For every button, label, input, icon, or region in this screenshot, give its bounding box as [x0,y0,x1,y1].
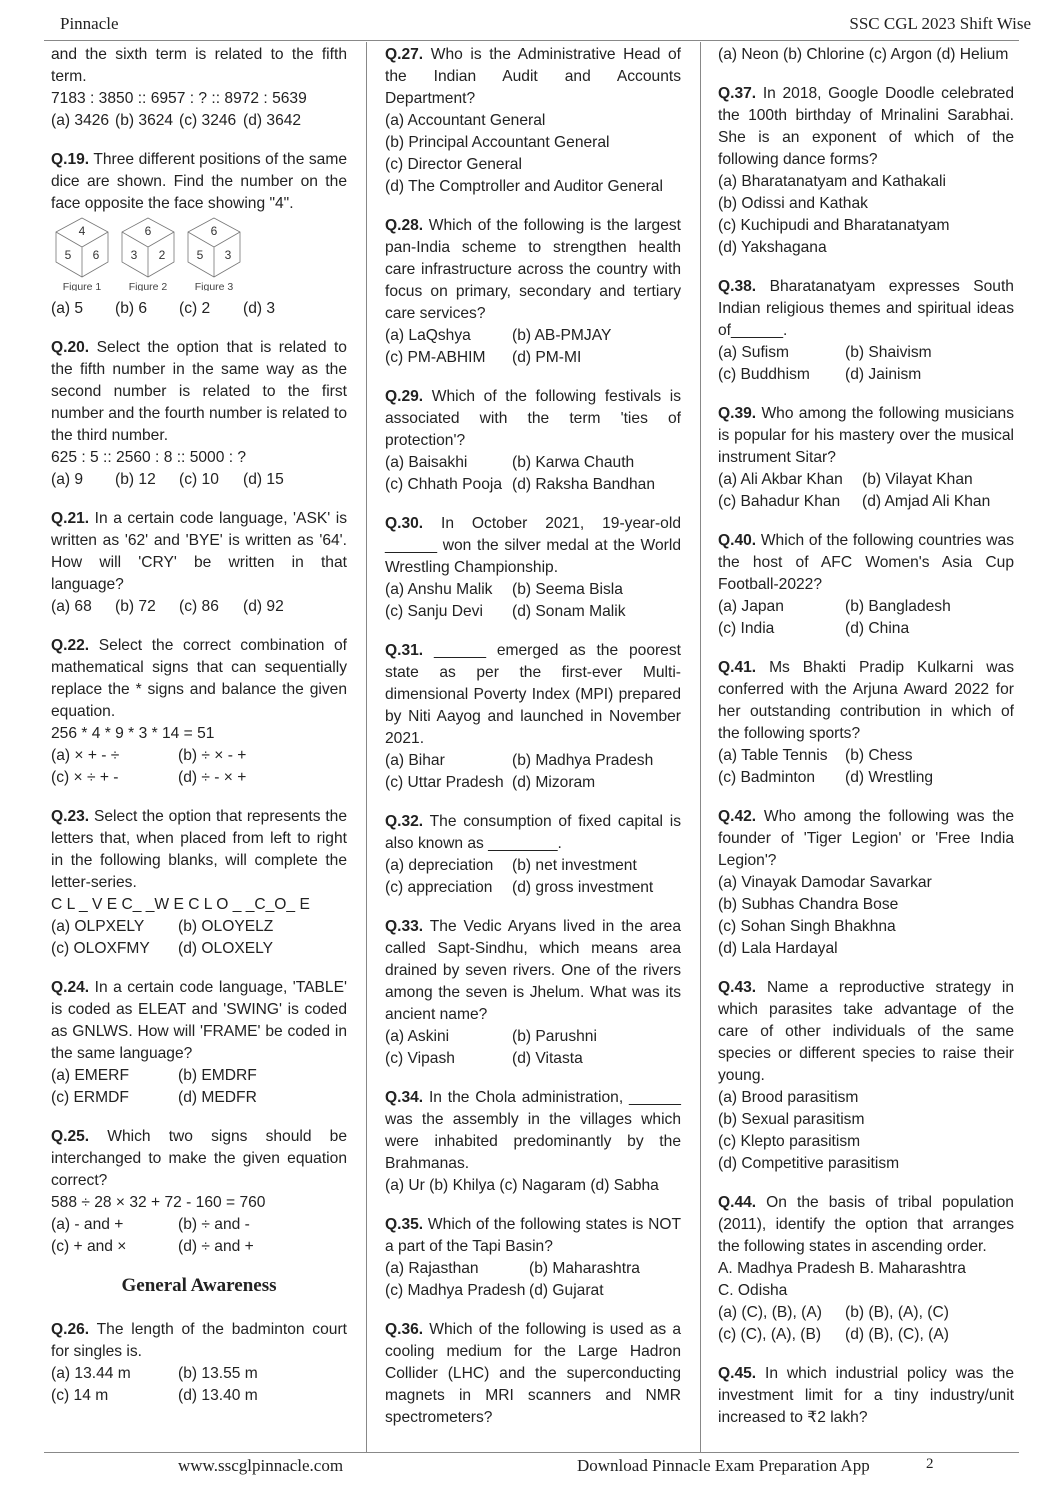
question-text [51,1319,347,1363]
question-text [385,215,681,325]
option: (b) ÷ and - [178,1216,250,1233]
question-line: A. Madhya Pradesh B. Maharashtra [718,1260,966,1277]
option: (d) 15 [243,471,284,488]
question-block [718,657,1014,789]
question-block [385,916,681,1070]
question-text [51,635,347,723]
option: (d) 3642 [243,112,302,129]
option: (b) EMDRF [178,1067,257,1084]
question-body: Select the correct combination of mathematical signs that can sequentially replace the * signs and balance the given equation. [51,637,347,720]
question-body: Which of the following states is NOT a part of the Tapi Basin? [385,1216,681,1255]
option: (a) Table Tennis [718,747,828,764]
option: (c) 3246 [179,112,237,129]
question-block [718,44,1014,66]
question-number: Q.19. [51,151,90,168]
options-grid [385,452,681,496]
question-line: (a) Brood parasitism [718,1089,859,1106]
question-body: Select the option that is related to the fifth number in the same way as the second number is related to the first number and the fourth number is related to the third number. [51,339,347,444]
question-block [718,403,1014,513]
question-body: Who among the following musicians is popular for his mastery over the musical instrument Sitar? [718,405,1014,466]
question-block [718,530,1014,640]
question-text [385,916,681,1026]
options-row [51,596,347,618]
option: (b) OLOYELZ [178,918,274,935]
option: (b) Seema Bisla [512,581,623,598]
question-number: Q.41. [718,659,757,676]
dice-face-number: 3 [224,248,232,262]
question-line: (c) Sohan Singh Bhakhna [718,918,896,935]
question-number: Q.42. [718,808,757,825]
option: (b) 6 [115,300,148,317]
option: (c) 2 [179,300,211,317]
option: (a) - and + [51,1216,124,1233]
question-body: Which two signs should be interchanged to make the given equation correct? [51,1128,347,1189]
question-number: Q.33. [385,918,424,935]
question-line: (d) Yakshagana [718,239,827,256]
question-block [51,149,347,320]
question-block [51,1126,347,1258]
question-body: and the sixth term is related to the fifth term. [51,46,347,85]
option: (a) Baisakhi [385,454,468,471]
header-brand: Pinnacle [60,14,119,33]
question-number: Q.27. [385,46,424,63]
option: (b) ÷ × - + [178,747,247,764]
question-block [385,513,681,623]
question-block [385,811,681,899]
options-grid [385,855,681,899]
option: (a) Anshu Malik [385,581,493,598]
question-line: (d) The Comptroller and Auditor General [385,178,663,195]
question-number: Q.28. [385,217,424,234]
option: (d) (B), (C), (A) [845,1326,949,1343]
question-block [385,1214,681,1302]
options-grid [385,750,681,794]
options-grid [385,1026,681,1070]
option: (a) Sufism [718,344,790,361]
question-text [51,1126,347,1192]
options-grid [51,916,347,960]
option: (c) 10 [179,471,219,488]
option: (b) Bangladesh [845,598,951,615]
question-block [385,640,681,794]
page-number: 2 [926,1456,934,1472]
option: (a) Japan [718,598,784,615]
option: (a) 5 [51,300,84,317]
question-block [51,635,347,789]
options-row [51,110,347,132]
option: (d) ÷ and + [178,1238,254,1255]
option: (b) AB-PMJAY [512,327,612,344]
column-divider [366,42,367,1452]
question-body: Who among the following was the founder of 'Tiger Legion' or 'Free India Legion'? [718,808,1014,869]
question-text [718,806,1014,872]
question-text [51,149,347,215]
question-body: ______ emerged as the poorest state as per the first-ever Multi-dimensional Poverty Index (MPI) prepared by Niti Aayog and launched in November 2021. [385,642,681,747]
option: (c) Chhath Pooja [385,476,503,493]
option: (a) EMERF [51,1067,129,1084]
option: (c) 14 m [51,1387,109,1404]
option: (b) 3624 [115,112,174,129]
question-number: Q.35. [385,1216,424,1233]
option: (d) Jainism [845,366,922,383]
question-number: Q.25. [51,1128,90,1145]
question-text [385,386,681,452]
option: (c) (C), (A), (B) [718,1326,822,1343]
options-grid [51,1214,347,1258]
question-number: Q.21. [51,510,90,527]
question-line: (b) Principal Accountant General [385,134,610,151]
question-block [718,83,1014,259]
option: (d) 92 [243,598,284,615]
option: (a) (C), (B), (A) [718,1304,822,1321]
figure-label: Figure 2 [128,281,168,291]
option: (b) Karwa Chauth [512,454,635,471]
question-block [51,806,347,960]
question-body: In a certain code language, 'TABLE' is coded as ELEAT and 'SWING' is coded as GNLWS. How will 'FRAME' be coded in the same language? [51,979,347,1062]
question-line: (c) Klepto parasitism [718,1133,861,1150]
question-block [51,1319,347,1407]
question-block [51,508,347,618]
question-text [51,977,347,1065]
question-number: Q.24. [51,979,90,996]
question-block [718,1192,1014,1346]
option: (b) 13.55 m [178,1365,258,1382]
option: (a) Bihar [385,752,445,769]
section-heading: General Awareness [121,1275,277,1296]
question-number: Q.40. [718,532,757,549]
question-text [718,83,1014,171]
footer-divider [44,1452,1019,1453]
question-number: Q.43. [718,979,757,996]
footer-app-promo: Download Pinnacle Exam Preparation App [577,1456,870,1475]
option: (a) 68 [51,598,92,615]
question-number: Q.38. [718,278,757,295]
question-number: Q.44. [718,1194,757,1211]
option: (d) China [845,620,910,637]
dice-figures [51,215,251,291]
option: (a) 3426 [51,112,110,129]
question-number: Q.20. [51,339,90,356]
options-grid [718,469,1014,513]
question-body: Bharatanatyam expresses South Indian religious themes and spiritual ideas of______. [718,278,1014,339]
question-text [718,1192,1014,1258]
question-body: Which of the following is the largest pan-India scheme to strengthen health care infrastructure across the country with focus on primary, secondary and tertiary care services? [385,217,681,322]
question-line: 7183 : 3850 :: 6957 : ? :: 8972 : 5639 [51,90,307,107]
question-line: (d) Competitive parasitism [718,1155,900,1172]
option: (c) appreciation [385,879,493,896]
question-block [385,215,681,369]
question-body: In which industrial policy was the investment limit for a tiny industry/unit increased to ₹2 lakh? [718,1365,1014,1426]
figure-label: Figure 3 [194,281,234,291]
question-number: Q.34. [385,1089,424,1106]
question-text [718,403,1014,469]
question-body: In 2018, Google Doodle celebrated the 100th birthday of Mrinalini Sarabhai. She is an exponent of which of the following dance forms? [718,85,1014,168]
dice-face-number: 6 [92,248,100,262]
column-1 [51,44,347,1424]
option: (c) 86 [179,598,219,615]
question-line: C. Odisha [718,1282,788,1299]
question-text [385,1319,681,1429]
option: (c) × ÷ + - [51,769,119,786]
options-row [51,298,347,320]
question-number: Q.22. [51,637,90,654]
question-text [718,1363,1014,1429]
question-block [51,337,347,491]
option: (a) 13.44 m [51,1365,131,1382]
question-body: Name a reproductive strategy in which parasites take advantage of the care of other individuals of the same species or different species to raise their young. [718,979,1014,1084]
question-line: (b) Sexual parasitism [718,1111,865,1128]
dice-face-number: 4 [78,224,86,238]
option: (b) Chess [845,747,913,764]
options-grid [718,342,1014,386]
options-grid [718,1302,1014,1346]
option: (c) Madhya Pradesh [385,1282,526,1299]
option: (b) Parushni [512,1028,597,1045]
question-text [718,276,1014,342]
option: (c) Bahadur Khan [718,493,841,510]
question-line: 625 : 5 :: 2560 : 8 :: 5000 : ? [51,449,247,466]
option: (d) 13.40 m [178,1387,258,1404]
figure-label: Figure 1 [62,281,102,291]
question-text [51,44,347,88]
option: (c) India [718,620,775,637]
option: (d) Mizoram [512,774,596,791]
question-line: (d) Lala Hardayal [718,940,838,957]
column-divider [700,42,701,1452]
question-block [718,1363,1014,1429]
dice-cube [56,218,108,291]
question-block [385,386,681,496]
question-line: 256 * 4 * 9 * 3 * 14 = 51 [51,725,215,742]
question-block [385,44,681,198]
option: (d) Amjad Ali Khan [862,493,991,510]
option: (d) ÷ - × + [178,769,247,786]
question-body: Who is the Administrative Head of the Indian Audit and Accounts Department? [385,46,681,107]
question-line: (b) Subhas Chandra Bose [718,896,899,913]
question-line: (a) Neon (b) Chlorine (c) Argon (d) Helium [718,46,1009,63]
column-2 [385,44,681,1446]
question-line: (b) Odissi and Kathak [718,195,868,212]
question-block [718,806,1014,960]
option: (a) Rajasthan [385,1260,479,1277]
question-text [385,44,681,110]
option: (d) Wrestling [845,769,934,786]
question-number: Q.26. [51,1321,90,1338]
option: (c) ERMDF [51,1089,129,1106]
options-grid [385,1258,681,1302]
question-body: Ms Bhakti Pradip Kulkarni was conferred with the Arjuna Award 2022 for her outstanding contribution in which of the following sports? [718,659,1014,742]
question-block [51,977,347,1109]
question-number: Q.29. [385,388,424,405]
column-3 [718,44,1014,1446]
options-grid [51,745,347,789]
question-line: 588 ÷ 28 × 32 + 72 - 160 = 760 [51,1194,266,1211]
option: (a) Ali Akbar Khan [718,471,843,488]
question-number: Q.32. [385,813,424,830]
question-line: (c) Director General [385,156,522,173]
question-text [385,811,681,855]
options-grid [51,1065,347,1109]
option: (c) Buddhism [718,366,810,383]
dice-cube [122,218,174,291]
dice-cube [188,218,240,291]
question-number: Q.23. [51,808,90,825]
option: (b) 12 [115,471,156,488]
option: (d) gross investment [512,879,654,896]
option: (d) Gujarat [529,1282,604,1299]
question-line: C L _ V E C_ _W E C L O _ _C_O_ E [51,896,310,913]
question-text [718,977,1014,1087]
question-text [385,513,681,579]
question-line: (a) Ur (b) Khilya (c) Nagaram (d) Sabha [385,1177,659,1194]
option: (c) PM-ABHIM [385,349,486,366]
option: (b) Maharashtra [529,1260,640,1277]
option: (d) Vitasta [512,1050,583,1067]
option: (d) Raksha Bandhan [512,476,656,493]
question-body: Select the option that represents the letters that, when placed from left to right in the following blanks, will complete the letter-series. [51,808,347,891]
option: (b) Vilayat Khan [862,471,973,488]
options-grid [385,325,681,369]
option: (a) OLPXELY [51,918,145,935]
option: (d) Sonam Malik [512,603,626,620]
question-number: Q.30. [385,515,424,532]
option: (c) Vipash [385,1050,455,1067]
option: (c) Badminton [718,769,816,786]
question-number: Q.36. [385,1321,424,1338]
question-body: On the basis of tribal population (2011), identify the option that arranges the following states in ascending order. [718,1194,1014,1255]
question-line: (a) Vinayak Damodar Savarkar [718,874,932,891]
options-grid [385,579,681,623]
option: (b) (B), (A), (C) [845,1304,949,1321]
option: (d) PM-MI [512,349,582,366]
question-number: Q.45. [718,1365,757,1382]
option: (d) OLOXELY [178,940,274,957]
question-body: In the Chola administration, ______ was the assembly in the villages which were inhabited predominantly by the Brahmanas. [385,1089,681,1172]
option: (c) Uttar Pradesh [385,774,504,791]
question-block [51,44,347,132]
dice-face-number: 5 [196,248,204,262]
question-line: (a) Bharatanatyam and Kathakali [718,173,946,190]
question-block [718,977,1014,1175]
question-line: (c) Kuchipudi and Bharatanatyam [718,217,950,234]
question-number: Q.37. [718,85,757,102]
question-text [51,508,347,596]
question-body: Which of the following festivals is associated with the term 'ties of protection'? [385,388,682,449]
option: (a) LaQshya [385,327,471,344]
question-block [718,276,1014,386]
dice-face-number: 2 [158,248,166,262]
header-title: SSC CGL 2023 Shift Wise [849,14,1031,33]
question-body: The length of the badminton court for singles is. [51,1321,347,1360]
footer-website-link[interactable]: www.sscglpinnacle.com [178,1456,344,1475]
option: (c) OLOXFMY [51,940,150,957]
option: (a) depreciation [385,857,494,874]
option: (c) + and × [51,1238,127,1255]
dice-face-number: 5 [64,248,72,262]
question-body: In a certain code language, 'ASK' is written as '62' and 'BYE' is written as '64'. How will 'CRY' be written in that language? [51,510,347,593]
options-grid [718,596,1014,640]
question-body: The consumption of fixed capital is also known as ________. [385,813,681,852]
option: (c) Sanju Devi [385,603,483,620]
question-text [385,1214,681,1258]
question-body: Which of the following countries was the host of AFC Women's Asia Cup Football-2022? [718,532,1014,593]
options-grid [51,1363,347,1407]
option: (b) Shaivism [845,344,932,361]
question-text [385,640,681,750]
option: (b) net investment [512,857,637,874]
option: (a) Askini [385,1028,450,1045]
dice-face-number: 6 [144,224,152,238]
question-block [385,1087,681,1197]
question-number: Q.31. [385,642,424,659]
question-line: (a) Accountant General [385,112,546,129]
option: (d) 3 [243,300,276,317]
dice-face-number: 3 [130,248,138,262]
question-block [385,1319,681,1429]
question-text [718,530,1014,596]
header-divider [44,40,1019,41]
question-text [718,657,1014,745]
options-grid [718,745,1014,789]
option: (b) 72 [115,598,156,615]
option: (a) × + - ÷ [51,747,120,764]
dice-face-number: 6 [210,224,218,238]
question-number: Q.39. [718,405,757,422]
question-body: Which of the following is used as a cooling medium for the Large Hadron Collider (LHC) and the superconducting magnets in MRI scanners and NMR spectrometers? [385,1321,681,1426]
options-row [51,469,347,491]
question-body: The Vedic Aryans lived in the area called Sapt-Sindhu, which means area drained by seven rivers. One of the rivers among the seven is Jhelum. What was its ancient name? [385,918,681,1023]
option: (d) MEDFR [178,1089,257,1106]
question-body: In October 2021, 19-year-old ______ won the silver medal at the World Wrestling Championship. [385,515,681,576]
question-body: Three different positions of the same dice are shown. Find the number on the face opposite the face showing "4". [51,151,347,212]
option: (b) Madhya Pradesh [512,752,654,769]
question-text [385,1087,681,1175]
option: (a) 9 [51,471,84,488]
question-text [51,337,347,447]
question-text [51,806,347,894]
